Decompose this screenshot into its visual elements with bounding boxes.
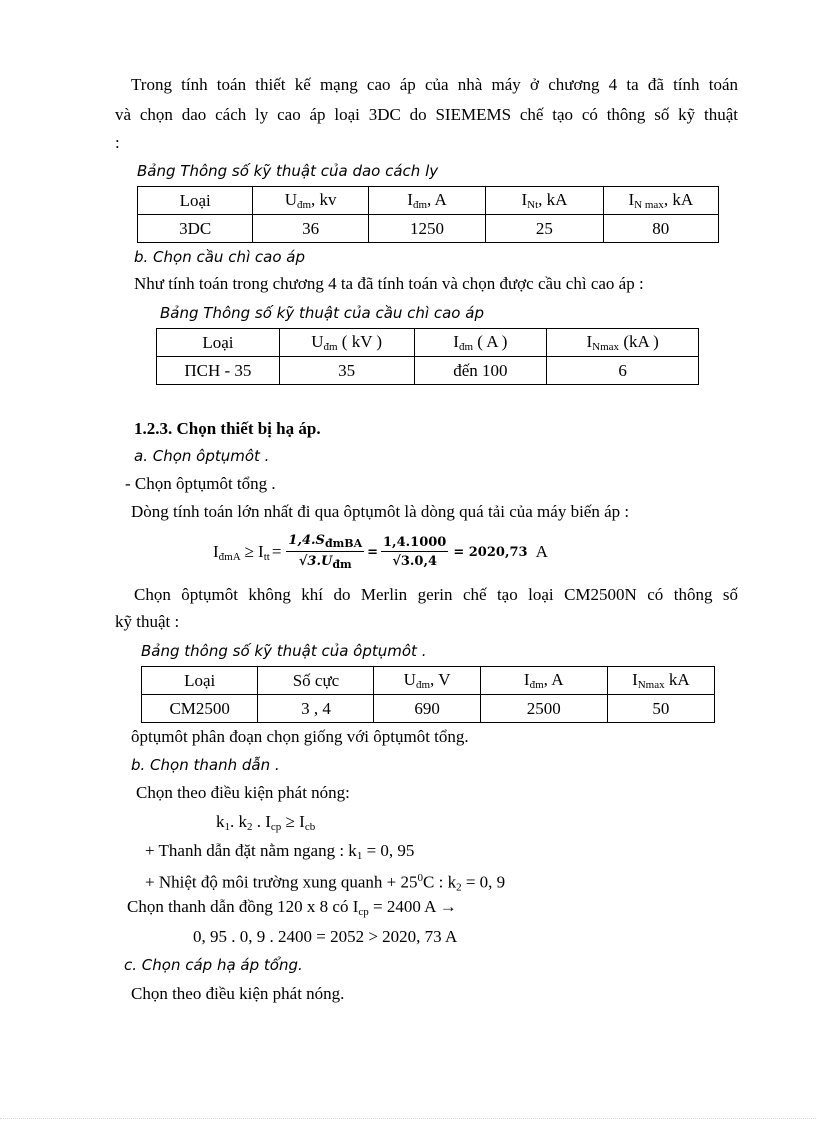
formula-eq-2: =	[367, 544, 379, 560]
formula-geq: ≥	[244, 542, 255, 561]
header-cell: $U_{đm}$, kv	[253, 187, 368, 215]
table-cell: đến 100	[414, 357, 547, 385]
dash-line: - Chọn ôptụmôt tổng .	[125, 474, 276, 493]
table-row	[157, 357, 699, 385]
k-condition-formula: $k_1$. $k_2$ . $I_{cp} \ge I_{cb}$	[216, 812, 316, 833]
table-cell: 1250	[368, 215, 485, 243]
table-cell: CM2500	[142, 695, 258, 723]
header-cell: $I_{đm}$, A	[368, 187, 485, 215]
table-cell: ПCH - 35	[157, 357, 280, 385]
header-cell: Loại	[157, 329, 280, 357]
header-cell: $U_{đm}$ ( kV )	[279, 329, 414, 357]
table-cell: 2500	[480, 695, 607, 723]
header-cell: Số cực	[258, 667, 374, 695]
table-row	[138, 215, 719, 243]
table-header-row	[138, 187, 719, 215]
header-cell: $I_{Nt}$, kA	[486, 187, 603, 215]
table-cell: 35	[279, 357, 414, 385]
subsection-c-title: c. Chọn cáp hạ áp tổng.	[124, 956, 303, 974]
header-cell: $I_{đm}$, A	[480, 667, 607, 695]
header-cell: Loại	[138, 187, 253, 215]
table-header-row	[157, 329, 699, 357]
table-cell: 3 , 4	[258, 695, 374, 723]
formula-fraction-1: $\frac{1,4.S_{đmBA}}{√3.U_{đm}}$	[288, 533, 363, 571]
cable-condition-line: Chọn theo điều kiện phát nóng.	[131, 984, 345, 1003]
page-bottom-divider	[0, 1118, 816, 1119]
section-b-title: b. Chọn cầu chì cao áp	[134, 248, 305, 266]
formula-lhs: $I_{đmA}$	[213, 541, 241, 563]
copper-bus-line: Chọn thanh dẫn đồng 120 x 8 có $I_{cp} = 2400$ A →	[127, 897, 457, 918]
bus-horizontal-line: + Thanh dẫn đặt nằm ngang : $k_1 = 0$, 95	[145, 841, 415, 862]
table-cell: 80	[603, 215, 718, 243]
table-cell: 6	[547, 357, 699, 385]
subsection-a-title: a. Chọn ôptụmôt .	[134, 447, 270, 465]
header-cell: $U_{đm}$, V	[374, 667, 480, 695]
breaker-line-1: Chọn ôptụmôt không khí do Merlin gerin chế tạo loại CM2500N có thông số	[134, 585, 738, 604]
header-cell: $I_{Nmax}$ kA	[607, 667, 714, 695]
breaker-line-2: kỹ thuật :	[115, 612, 180, 631]
header-cell: $I_{đm}$ ( A )	[414, 329, 547, 357]
table-header-row	[142, 667, 715, 695]
table-cell: 50	[607, 695, 714, 723]
formula-itt: $I_{tt}$	[258, 541, 270, 563]
table-cell: 36	[253, 215, 368, 243]
disconnector-spec-table	[137, 186, 719, 243]
formula-result: = 2020,73	[453, 544, 528, 560]
breaker-spec-table	[141, 666, 715, 723]
current-description: Dòng tính toán lớn nhất đi qua ôptụmôt là dòng quá tải của máy biến áp :	[131, 502, 630, 521]
table2-caption: Bảng Thông số kỹ thuật của cầu chì cao áp	[160, 304, 484, 322]
fuse-intro-text: Như tính toán trong chương 4 ta đã tính toán và chọn được cầu chì cao áp :	[134, 274, 644, 293]
intro-line-3: :	[115, 133, 120, 152]
subsection-b-title: b. Chọn thanh dẫn .	[131, 756, 280, 774]
table-cell: 3DC	[138, 215, 253, 243]
formula-eq: =	[271, 542, 282, 561]
current-formula	[213, 527, 548, 577]
intro-line-1: Trong tính toán thiết kế mạng cao áp của nhà máy ở chương 4 ta đã tính toán	[131, 75, 738, 94]
table-cell: 690	[374, 695, 480, 723]
table3-caption: Bảng thông số kỹ thuật của ôptụmôt .	[141, 642, 427, 660]
sectional-breaker-line: ôptụmôt phân đoạn chọn giống với ôptụmôt tổng.	[131, 727, 469, 746]
header-cell: Loại	[142, 667, 258, 695]
heating-condition-line: Chọn theo điều kiện phát nóng:	[136, 783, 350, 802]
header-cell: $I_{N max}$, kA	[603, 187, 718, 215]
table-cell: 25	[486, 215, 603, 243]
intro-line-2: và chọn dao cách ly cao áp loại 3DC do SIEMEMS chế tạo có thông số kỹ thuật	[115, 105, 738, 124]
check-calculation-line: 0, 95 . 0, 9 . 2400 = 2052 > 2020, 73 A	[193, 927, 458, 946]
fuse-spec-table	[156, 328, 699, 385]
formula-fraction-2: $\frac{1,4.1000}{√3.0,4}$	[383, 535, 447, 569]
ambient-temperature-line: + Nhiệt độ môi trường xung quanh + $25^0C$ : $k_2 = 0$, 9	[145, 872, 506, 894]
table1-caption: Bảng Thông số kỹ thuật của dao cách ly	[137, 162, 439, 180]
header-cell: $I_{Nmax}$ (kA )	[547, 329, 699, 357]
section-heading: 1.2.3. Chọn thiết bị hạ áp.	[134, 419, 321, 438]
formula-unit: A	[535, 542, 548, 561]
table-row	[142, 695, 715, 723]
